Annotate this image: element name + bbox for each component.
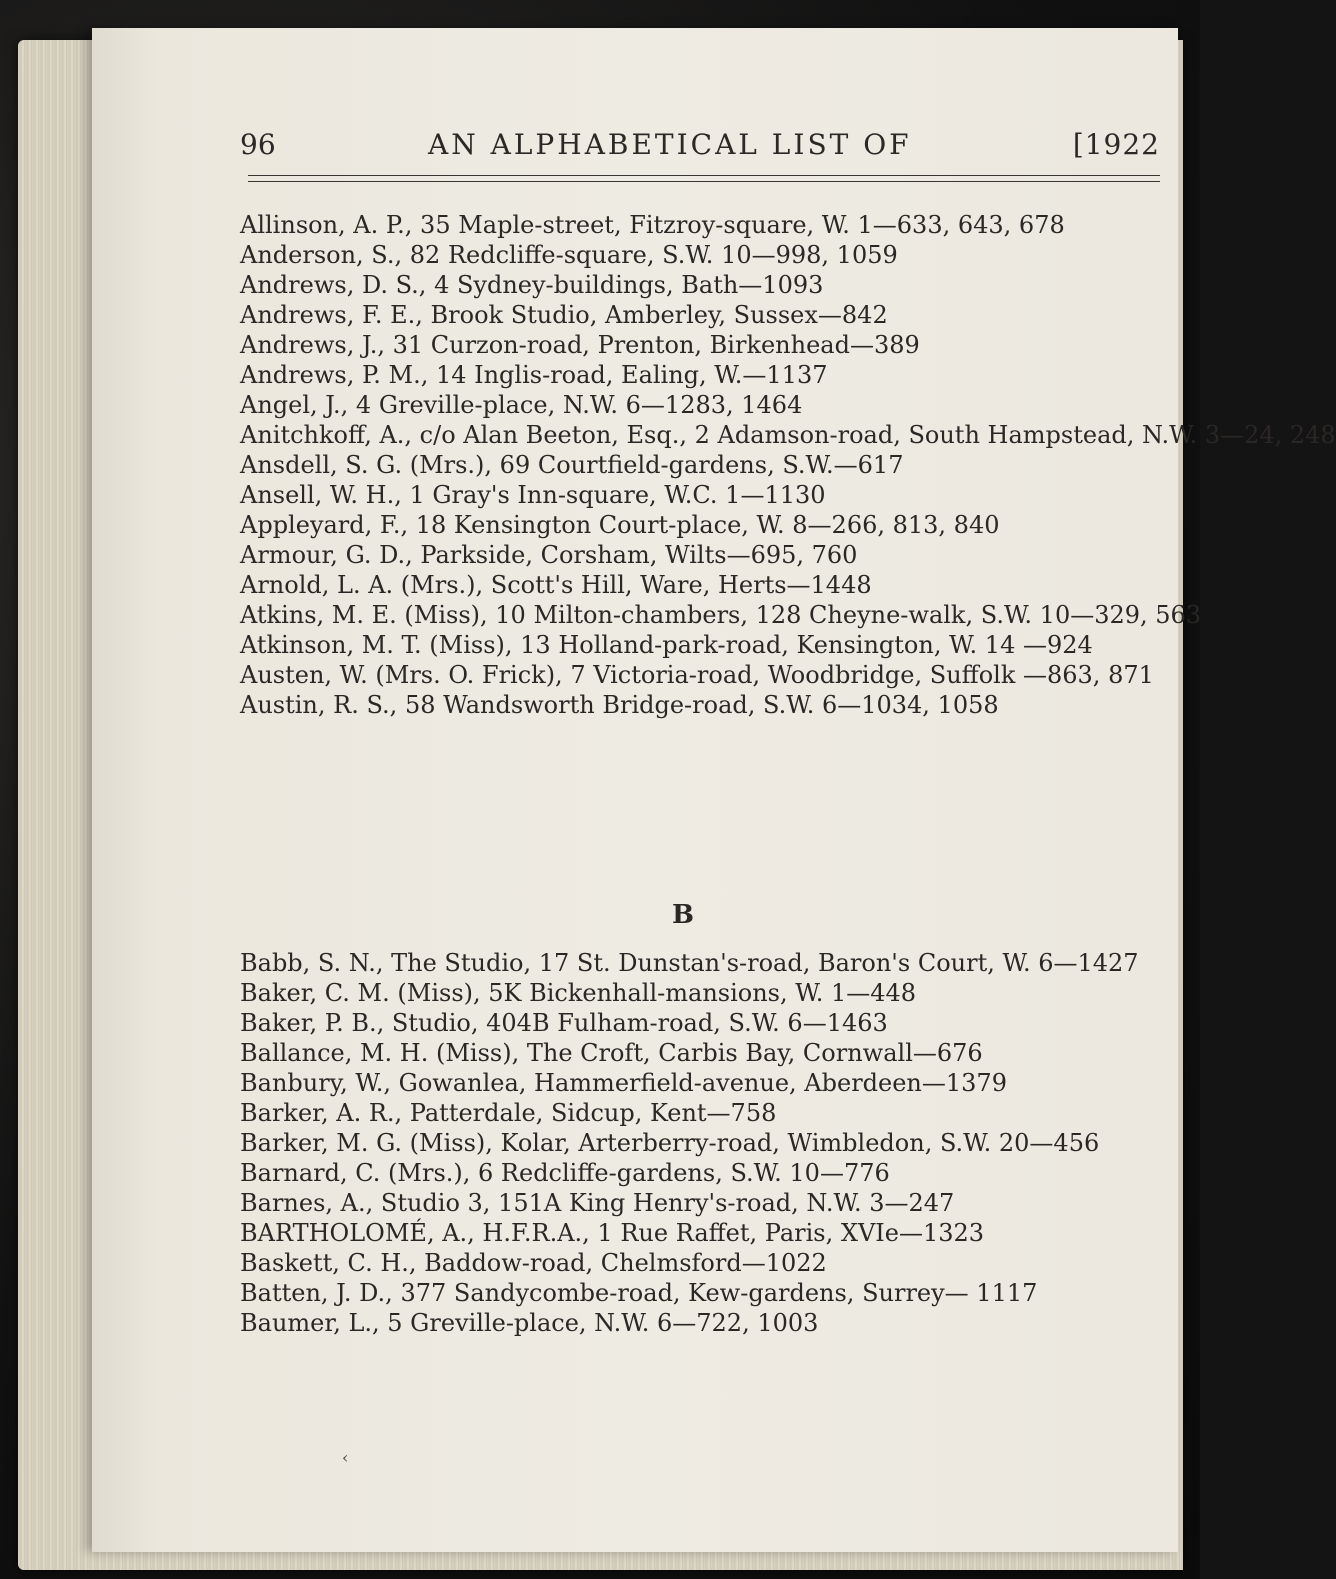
page-number: 96	[240, 128, 276, 161]
section-b-list	[240, 948, 1160, 1338]
year-tag: [1922	[1072, 128, 1160, 161]
list-entry: Ansell, W. H., 1 Gray's Inn-square, W.C. 1—1130	[240, 481, 826, 509]
header-rule-top	[248, 175, 1160, 176]
list-entry: Baumer, L., 5 Greville-place, N.W. 6—722, 1003	[240, 1309, 819, 1337]
list-entry: Banbury, W., Gowanlea, Hammerfield-avenue, Aberdeen—1379	[240, 1069, 1007, 1097]
stray-mark: ‹	[342, 1448, 349, 1467]
list-entry: Allinson, A. P., 35 Maple-street, Fitzroy-square, W. 1—633, 643, 678	[240, 211, 1065, 239]
page-header	[240, 128, 1160, 168]
list-entry: Atkinson, M. T. (Miss), 13 Holland-park-road, Kensington, W. 14 —924	[240, 631, 1093, 659]
book-page	[92, 28, 1336, 1552]
list-entry: Andrews, F. E., Brook Studio, Amberley, Sussex—842	[240, 301, 888, 329]
list-entry: Arnold, L. A. (Mrs.), Scott's Hill, Ware, Herts—1448	[240, 571, 872, 599]
list-entry: Babb, S. N., The Studio, 17 St. Dunstan's-road, Baron's Court, W. 6—1427	[240, 949, 1139, 977]
list-entry: Andrews, J., 31 Curzon-road, Prenton, Birkenhead—389	[240, 331, 920, 359]
list-entry: Andrews, P. M., 14 Inglis-road, Ealing, W.—1137	[240, 361, 828, 389]
list-entry: Appleyard, F., 18 Kensington Court-place, W. 8—266, 813, 840	[240, 511, 1000, 539]
list-entry: Angel, J., 4 Greville-place, N.W. 6—1283, 1464	[240, 391, 803, 419]
list-entry: Barker, M. G. (Miss), Kolar, Arterberry-road, Wimbledon, S.W. 20—456	[240, 1129, 1100, 1157]
list-entry: Ansdell, S. G. (Mrs.), 69 Courtfield-gardens, S.W.—617	[240, 451, 904, 479]
list-entry: Barnes, A., Studio 3, 151A King Henry's-road, N.W. 3—247	[240, 1189, 955, 1217]
list-entry: Barnard, C. (Mrs.), 6 Redcliffe-gardens, S.W. 10—776	[240, 1159, 890, 1187]
list-entry: Anderson, S., 82 Redcliffe-square, S.W. 10—998, 1059	[240, 241, 898, 269]
running-title: AN ALPHABETICAL LIST OF	[428, 128, 912, 161]
list-entry: Armour, G. D., Parkside, Corsham, Wilts—695, 760	[240, 541, 858, 569]
list-entry: Batten, J. D., 377 Sandycombe-road, Kew-gardens, Surrey— 1117	[240, 1279, 1038, 1307]
list-entry: Andrews, D. S., 4 Sydney-buildings, Bath—1093	[240, 271, 824, 299]
list-entry: Austin, R. S., 58 Wandsworth Bridge-road, S.W. 6—1034, 1058	[240, 691, 999, 719]
list-entry: Baskett, C. H., Baddow-road, Chelmsford—1022	[240, 1249, 827, 1277]
list-entry: Barker, A. R., Patterdale, Sidcup, Kent—758	[240, 1099, 777, 1127]
section-a-list	[240, 210, 1336, 720]
list-entry: Baker, P. B., Studio, 404B Fulham-road, S.W. 6—1463	[240, 1009, 888, 1037]
list-entry: Ballance, M. H. (Miss), The Croft, Carbis Bay, Cornwall—676	[240, 1039, 983, 1067]
section-heading-b: B	[672, 900, 694, 930]
list-entry: BARTHOLOMÉ, A., H.F.R.A., 1 Rue Raffet, Paris, XVIe—1323	[240, 1219, 985, 1247]
header-rule-bottom	[248, 181, 1160, 182]
list-entry: Atkins, M. E. (Miss), 10 Milton-chambers, 128 Cheyne-walk, S.W. 10—329, 563	[240, 601, 1202, 629]
list-entry: Austen, W. (Mrs. O. Frick), 7 Victoria-road, Woodbridge, Suffolk —863, 871	[240, 661, 1154, 689]
list-entry: Baker, C. M. (Miss), 5K Bickenhall-mansions, W. 1—448	[240, 979, 917, 1007]
list-entry: Anitchkoff, A., c/o Alan Beeton, Esq., 2 Adamson-road, South Hampstead, N.W. 3—24, 248	[240, 421, 1336, 449]
